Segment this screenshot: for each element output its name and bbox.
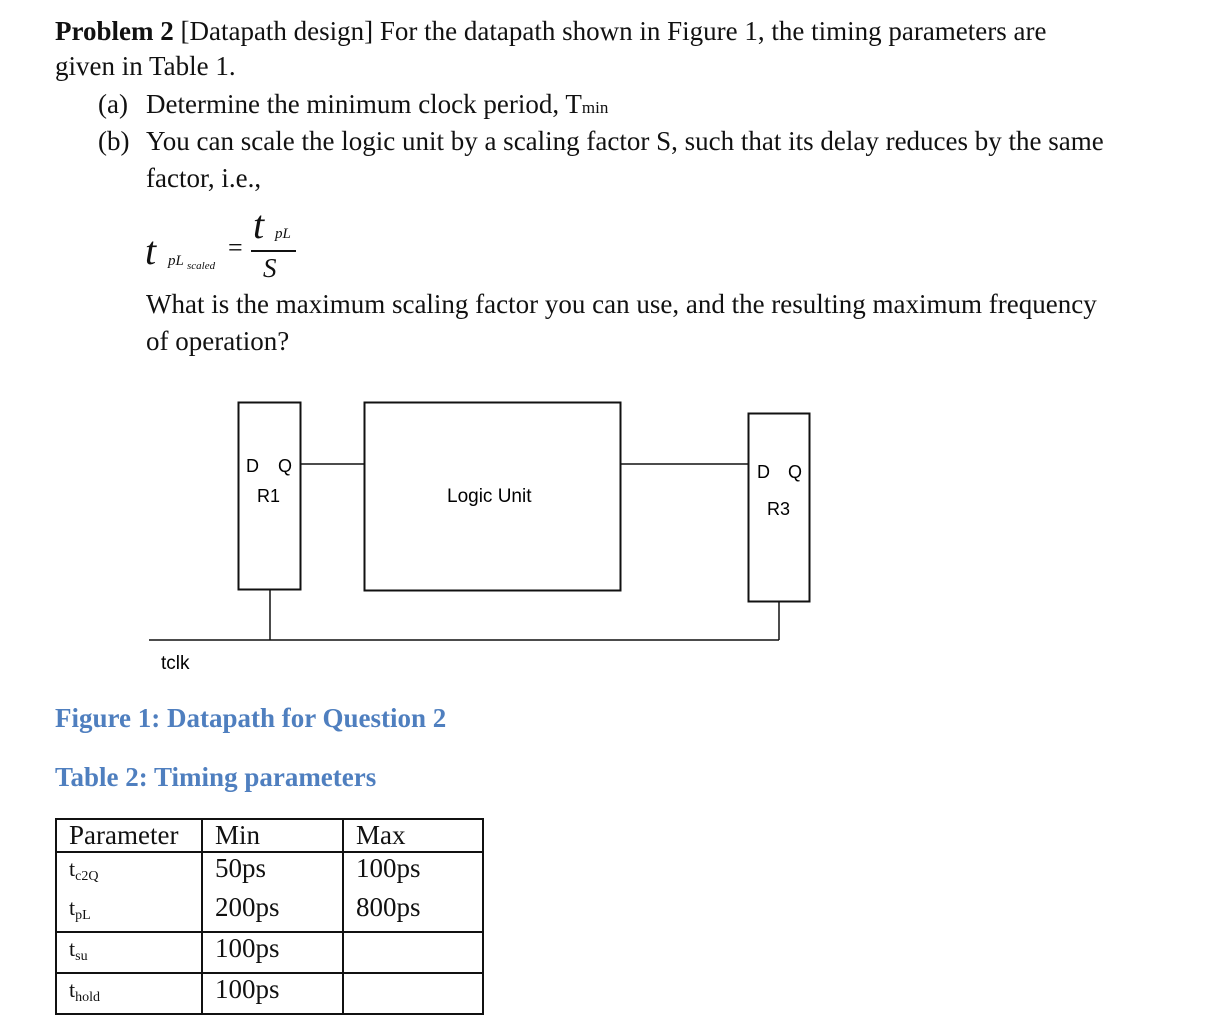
param-cell: $t_{hold}$ (56, 973, 202, 1014)
header-max: Max (343, 819, 483, 852)
part-a-sub: min (581, 98, 609, 117)
max-cell (343, 973, 483, 1014)
problem-intro-line2: given in Table 1. (55, 51, 236, 81)
part-a-label: (a) (98, 89, 128, 119)
timing-parameters-table (55, 818, 484, 1015)
max-cell: 100ps (343, 852, 483, 892)
part-b (98, 123, 1104, 160)
formula-denominator: S (263, 253, 277, 283)
part-b-line2: factor, i.e., (146, 163, 262, 193)
r1-q-pin: Q (278, 456, 293, 476)
problem-statement (55, 14, 1047, 84)
formula-rhs-sub: pL (275, 226, 291, 242)
problem-label: Problem 2 (55, 16, 174, 46)
table-row (56, 892, 483, 932)
header-parameter: Parameter (56, 819, 202, 852)
datapath-figure (0, 390, 1223, 690)
formula-rhs-t: t (253, 202, 265, 247)
min-cell: 200ps (202, 892, 343, 932)
table-row (56, 932, 483, 973)
r1-d-pin: D (246, 456, 259, 476)
figure-caption: Figure 1: Datapath for Question 2 (55, 703, 447, 733)
param-cell: $t_{c2Q}$ (56, 852, 202, 892)
formula-lhs-subsub: scaled (187, 260, 216, 272)
table-row (56, 973, 483, 1014)
r3-label: R3 (767, 499, 791, 519)
r3-d-pin: D (757, 462, 770, 482)
problem-intro-line1: [Datapath design] For the datapath shown in Figure 1, the timing parameters are (180, 16, 1047, 46)
formula-equals: = (228, 233, 243, 262)
question-line2: of operation? (146, 326, 290, 356)
table-caption: Table 2: Timing parameters (55, 762, 377, 792)
max-cell (343, 932, 483, 973)
table-row (56, 852, 483, 892)
part-a-text: Determine the minimum clock period, T (146, 89, 582, 119)
part-a (98, 86, 608, 126)
min-cell: 100ps (202, 973, 343, 1014)
clock-label: tclk (161, 653, 190, 674)
min-cell: 100ps (202, 932, 343, 973)
header-min: Min (202, 819, 343, 852)
logic-unit-label: Logic Unit (447, 486, 532, 507)
min-cell: 50ps (202, 852, 343, 892)
table-header-row (56, 819, 483, 852)
part-b-line1: You can scale the logic unit by a scaling factor S, such that its delay reduces by the same (146, 126, 1104, 156)
param-cell: $t_{pL}$ (56, 892, 202, 932)
param-cell: $t_{su}$ (56, 932, 202, 973)
max-cell: 800ps (343, 892, 483, 932)
scaling-formula (140, 202, 310, 285)
problem-intro (55, 14, 1047, 49)
fraction-bar (251, 250, 296, 252)
r3-q-pin: Q (788, 462, 803, 482)
formula-lhs-sub: pL (168, 253, 184, 269)
question-line1: What is the maximum scaling factor you can use, and the resulting maximum frequency (146, 289, 1097, 319)
r1-label: R1 (257, 486, 281, 506)
part-b-label: (b) (98, 126, 130, 156)
formula-lhs-t: t (145, 228, 157, 273)
